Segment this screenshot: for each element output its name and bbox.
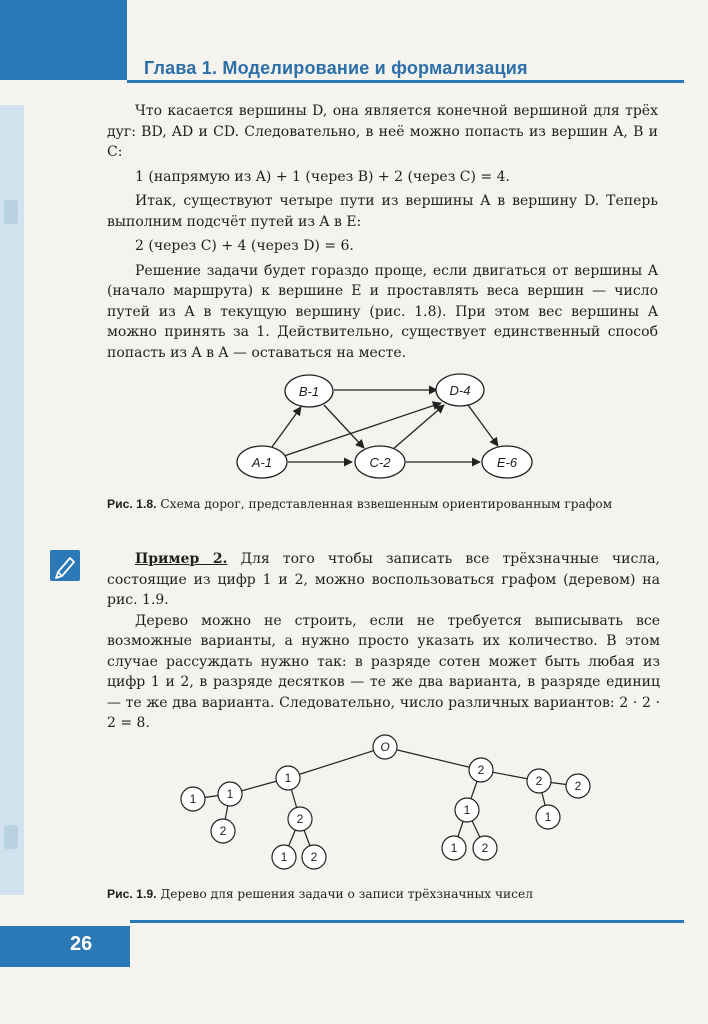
edge-c-d xyxy=(392,405,444,450)
tree-edges xyxy=(193,747,578,857)
tree-node-label: 1 xyxy=(189,792,197,806)
tree-node-label: 2 xyxy=(219,824,227,838)
graph-node-label: E-6 xyxy=(496,455,518,470)
graph-node-label: D-4 xyxy=(449,383,471,398)
tree-node-label: O xyxy=(380,740,390,754)
paragraph xyxy=(107,549,660,611)
formula-d: 1 (напрямую из A) + 1 (через B) + 2 (через C) = 4. xyxy=(135,168,510,185)
graph-node-label: A-1 xyxy=(251,455,273,470)
page-number: 26 xyxy=(70,933,93,955)
tree-node-label: 1 xyxy=(544,810,552,824)
caption-text: Схема дорог, представленная взвешенным ориентированным графом xyxy=(156,497,613,511)
tree-node-label: 1 xyxy=(450,841,458,855)
edge-a-b xyxy=(272,407,301,447)
paragraph: Дерево можно не строить, если не требуется выписывать все возможные варианты, а нужно просто указать их количество. В этом случае рассуждать нужно так: в разряде сотен может быть любая из цифр 1 и 2, в разряде десятков — те же два варианта, в разряде единиц — те же два варианта. Следовательно, число различных вариантов: 2 · 2 · 2 = 8. xyxy=(107,612,660,731)
tree-node-label: 1 xyxy=(280,850,288,864)
graph-node-label: C-2 xyxy=(369,455,391,470)
edge-a-d xyxy=(281,403,441,457)
edge-b-c xyxy=(324,405,364,448)
paragraph: Решение задачи будет гораздо проще, если двигаться от вершины A (начало маршрута) к вершине E и проставлять веса вершин — число путей из A в текущую вершину (рис. 1.8). При этом вес вершины A можно принять за 1. Действительно, существует единственный способ попасть из A в A — оставаться на месте. xyxy=(107,262,658,361)
example-text: Для того чтобы записать все трёхзначные числа, состоящие из цифр 1 и 2, можно воспользоваться графом (деревом) на рис. 1.9. xyxy=(107,551,660,608)
tree-node-label: 2 xyxy=(296,812,304,826)
figure-1-caption xyxy=(107,496,662,513)
paragraph: Что касается вершины D, она является конечной вершиной для трёх дуг: BD, AD и CD. Следовательно, в неё можно попасть из вершин A, B и C: xyxy=(107,103,658,160)
footer-divider xyxy=(130,920,684,923)
edge-d-e xyxy=(468,405,498,446)
graph-node-label: B-1 xyxy=(298,384,320,399)
caption-label: Рис. 1.9. xyxy=(107,887,157,901)
paragraph: Итак, существуют четыре пути из вершины A в вершину D. Теперь выполним подсчёт путей из A в E: xyxy=(107,193,658,230)
tree-node-label: 2 xyxy=(574,779,582,793)
footer-color-band xyxy=(0,926,130,967)
tree-node-label: 2 xyxy=(310,850,318,864)
example-label: Пример 2. xyxy=(135,551,228,567)
caption-label: Рис. 1.8. xyxy=(107,497,157,511)
tree-node-label: 1 xyxy=(226,787,234,801)
figure-2-caption xyxy=(107,886,662,903)
tree-node-label: 2 xyxy=(477,763,485,777)
tree-node-label: 1 xyxy=(284,771,292,785)
tree-node-label: 2 xyxy=(535,774,543,788)
tree-node-label: 1 xyxy=(463,803,471,817)
tree-node-label: 2 xyxy=(481,841,489,855)
caption-text: Дерево для решения задачи о записи трёхзначных чисел xyxy=(156,887,533,901)
pencil-icon xyxy=(50,550,80,581)
chapter-title: Глава 1. Моделирование и формализация xyxy=(144,58,528,78)
text-block-2 xyxy=(107,549,660,734)
formula-e: 2 (через C) + 4 (через D) = 6. xyxy=(135,238,354,254)
